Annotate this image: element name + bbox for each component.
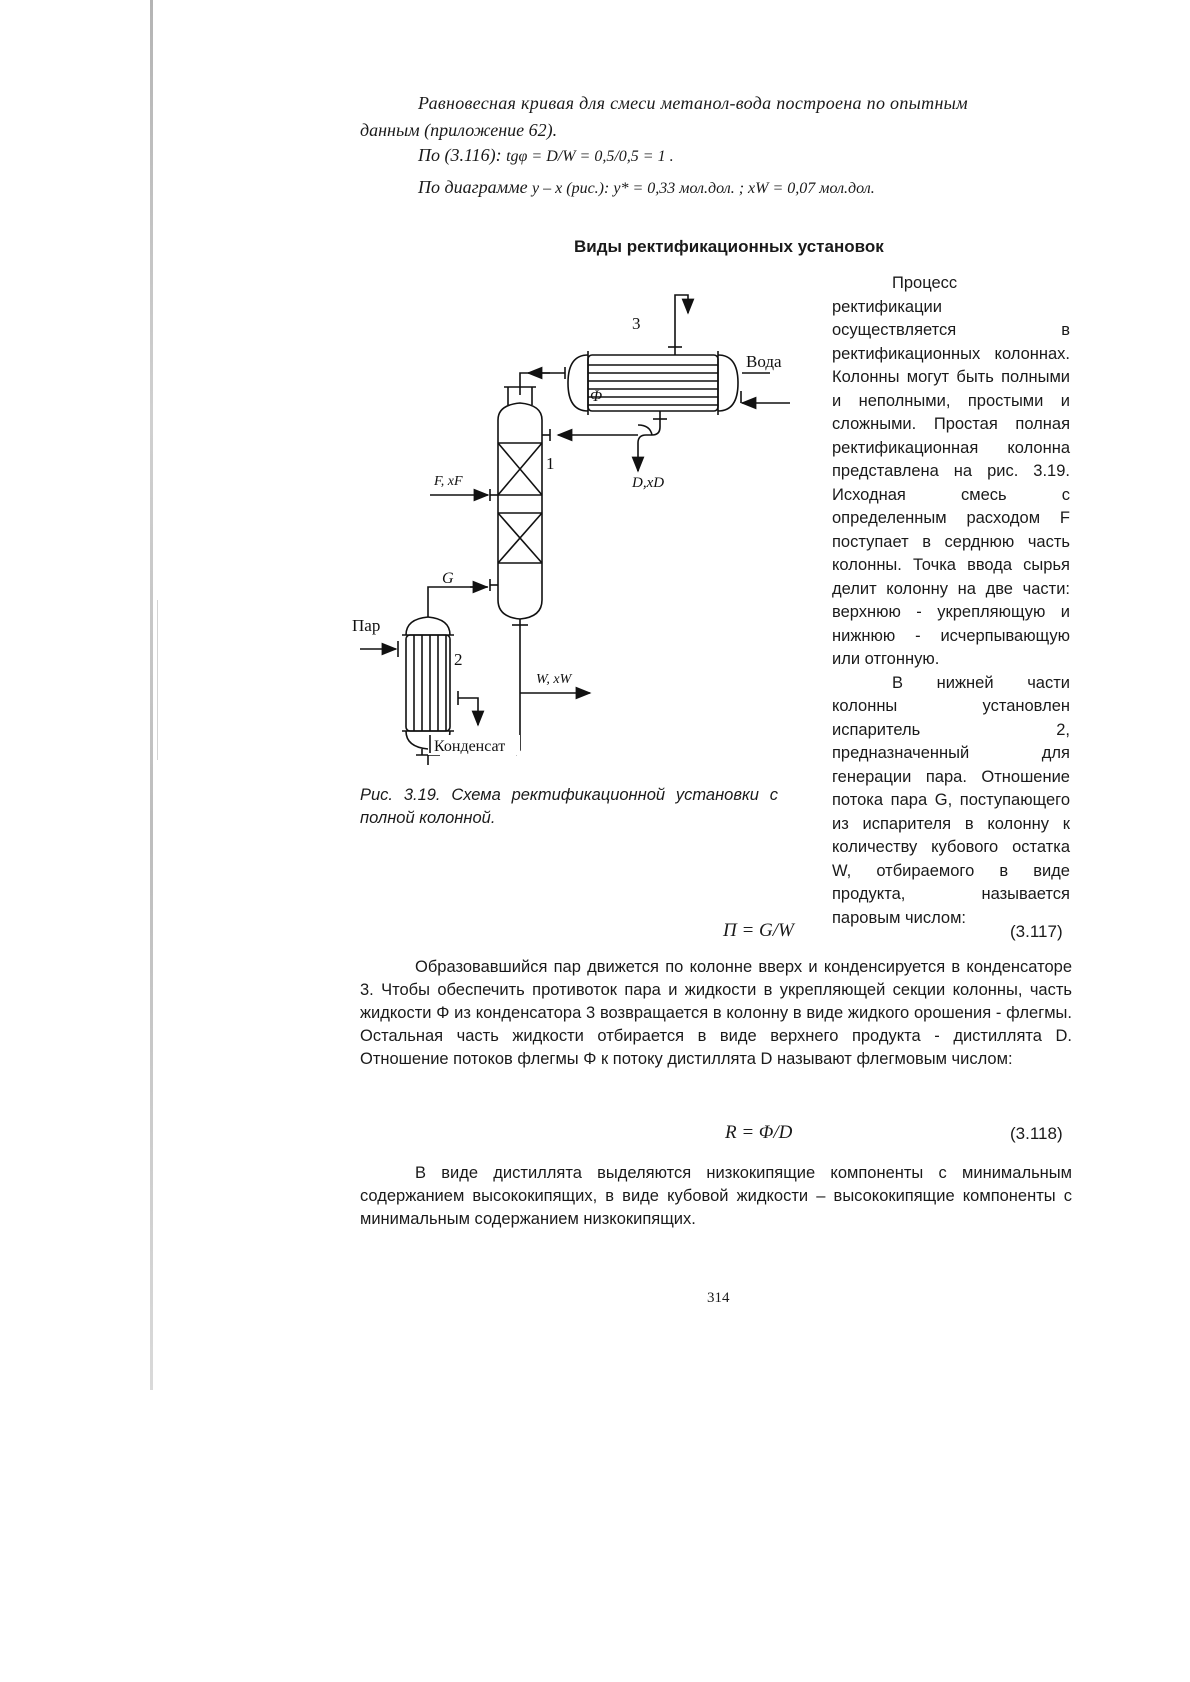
scan-edge-artifact-2 <box>157 600 158 760</box>
side-paragraph-1: Процесс ректификации осуществляется в ректификационных колоннах. Колонны могут быть полными и неполными, простыми и сложными. Простая полная ректификационная колонна представлена на рис. 3.19. Исходная смесь с определенным расходом F поступает в серднюю часть колонны. Точка ввода сырья делит колонну на две части: верхнюю - укрепляющую и нижнюю - исчерпывающую или отгонную. <box>832 274 1070 668</box>
scan-edge-artifact <box>150 0 153 1390</box>
paragraph-2: В виде дистиллята выделяются низкокипящие компоненты с минимальным содержанием высококипящих, в виде кубовой жидкости – высококипящие компоненты с минимальным содержанием низкокипящих. <box>360 1164 1072 1228</box>
column-1 <box>490 387 550 625</box>
label-reflux: Φ <box>590 388 603 405</box>
page-number: 314 <box>707 1290 730 1306</box>
condenser-3 <box>565 347 741 419</box>
label-distillate: D,xD <box>632 475 665 491</box>
equation-3-118-number: (3.118) <box>1010 1124 1063 1143</box>
side-text <box>832 272 1070 930</box>
equation-3-117: П = G/W <box>723 920 794 941</box>
paragraph-1: Образовавшийся пар движется по колонне вверх и конденсируется в конденсаторе 3. Чтобы обеспечить противоток пара и жидкости в укрепляющей секции колонны, часть жидкости Φ из конденсатора 3 возвращается в колонну в виде жидкого орошения - флегмы. Остальная часть жидкости отбирается в виде верхнего продукта - дистиллята D. Отношение потоков флегмы Φ к потоку дистиллята D называют флегмовым числом: <box>360 958 1072 1068</box>
section-title: Виды ректификационных установок <box>574 237 884 256</box>
formula-label: По (3.116): <box>418 145 502 165</box>
formula-expression: tgφ = D/W = 0,5/0,5 = 1 . <box>506 148 674 165</box>
rectification-diagram <box>352 295 850 820</box>
equation-3-118: R = Φ/D <box>725 1122 793 1143</box>
label-steam: Пар <box>352 616 381 635</box>
label-condenser-number: 3 <box>632 314 641 333</box>
reboiler-2 <box>398 617 458 755</box>
intro-line-1: Равновесная кривая для смеси метанол-вода построена по опытным <box>418 93 968 113</box>
diagram-values: y – x (рис.): y* = 0,33 мол.дол. ; xW = 0,07 мол.дол. <box>532 180 875 197</box>
diagram-label: По диаграмме <box>418 177 528 197</box>
label-reboiler-number: 2 <box>454 650 463 669</box>
formula-line <box>418 145 674 166</box>
label-feed: F, xF <box>434 474 463 489</box>
intro-line-2: данным (приложение 62). <box>360 120 558 140</box>
diagram-line <box>418 177 875 198</box>
equation-3-117-number: (3.117) <box>1010 922 1063 941</box>
label-condensate: Конденсат <box>434 738 506 755</box>
label-water: Вода <box>746 352 782 371</box>
label-bottoms: W, xW <box>536 672 572 687</box>
label-column-number: 1 <box>546 454 555 473</box>
label-vapor-g: G <box>442 570 454 587</box>
figure-caption: Рис. 3.19. Схема ректификационной установки с полной колонной. <box>360 786 778 827</box>
side-paragraph-2: В нижней части колонны установлен испаритель 2, предназначенный для генерации пара. Отношение потока пара G, поступающего из испарителя в колонну к количеству кубового остатка W, отбираемого в виде продукта, называется паровым числом: <box>832 673 1070 927</box>
